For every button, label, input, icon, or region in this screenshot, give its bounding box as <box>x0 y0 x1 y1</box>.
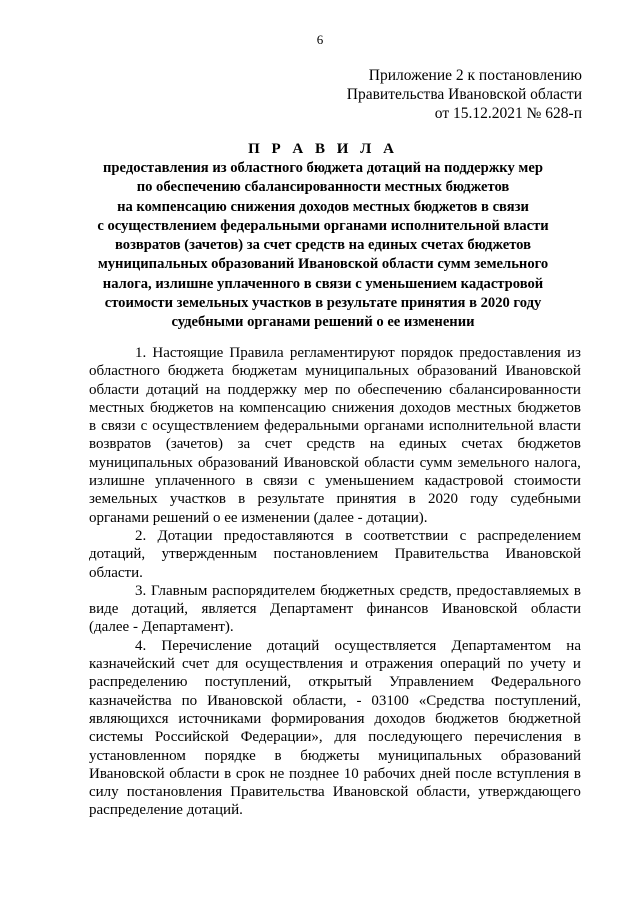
word: является <box>201 601 257 618</box>
word: Ивановской <box>89 765 165 782</box>
word: поддержку <box>227 381 298 398</box>
word: бюджеты <box>300 747 360 764</box>
word: дотаций, <box>131 601 189 618</box>
word: по <box>181 692 198 709</box>
word: области <box>89 381 140 398</box>
word: счетах <box>461 436 503 453</box>
word: Правила <box>229 345 284 361</box>
paragraph-line <box>89 472 581 490</box>
word: в <box>274 747 282 764</box>
word: силу <box>89 784 119 801</box>
word: поступлений, <box>204 674 292 691</box>
word: бюджетов <box>517 399 581 416</box>
paragraph-4 <box>89 637 581 820</box>
word: соответствии <box>363 527 449 544</box>
word: муниципальных <box>378 747 483 764</box>
word: в <box>89 418 97 435</box>
word: вступления <box>496 765 570 782</box>
word: бюджетной <box>508 710 581 727</box>
word: исполнительной <box>428 418 534 435</box>
word: порядок <box>400 345 454 361</box>
word: Ивановской <box>207 692 283 709</box>
word: с <box>308 473 315 490</box>
word: формирования <box>271 710 365 727</box>
paragraph-line <box>89 344 581 362</box>
word: регламентируют <box>289 345 395 361</box>
word: дотаций <box>266 637 320 654</box>
word: на <box>205 381 221 398</box>
word: виде <box>89 601 119 618</box>
word: и <box>350 656 359 673</box>
word: федеральными <box>264 418 359 435</box>
paragraph-line <box>89 600 581 618</box>
paragraph-line <box>89 490 581 508</box>
word: компенсацию <box>239 399 327 416</box>
paragraph-line <box>89 435 581 453</box>
word: результате <box>257 491 325 508</box>
word: 1. <box>135 345 147 361</box>
word: в <box>573 765 581 782</box>
word: участков <box>169 491 226 508</box>
paragraph-line <box>89 728 581 746</box>
paragraph-line <box>89 582 581 600</box>
paragraph-line <box>89 637 581 655</box>
word: муниципальных <box>305 363 410 380</box>
appendix-line: от 15.12.2021 № 628-п <box>434 105 582 122</box>
paragraph-line <box>89 655 581 673</box>
word: на <box>369 436 385 453</box>
word: поступлений, <box>494 692 581 709</box>
word: Департаментом <box>451 637 552 654</box>
subtitle-line: судебными органами решений о ее изменении <box>171 314 475 331</box>
word: области, <box>292 692 347 709</box>
word: предоставляются <box>223 527 334 544</box>
word: в <box>408 491 416 508</box>
word: Ивановской <box>505 363 581 380</box>
paragraph-2 <box>89 527 581 582</box>
word: счет <box>182 656 210 673</box>
appendix-line: Приложение 2 к постановлению <box>368 67 582 84</box>
paragraph-line <box>89 399 581 417</box>
word: связи <box>263 473 298 490</box>
paragraph-line <box>89 527 581 545</box>
word: - <box>356 692 362 709</box>
paragraph-line <box>89 454 581 472</box>
word: сумм <box>419 454 453 471</box>
word: власти <box>538 418 581 435</box>
word: области <box>364 454 415 471</box>
word: постановлением <box>273 546 379 563</box>
document-heading <box>88 140 558 333</box>
word: отражения <box>365 656 434 673</box>
word: осуществления <box>245 656 343 673</box>
word: и <box>572 656 581 673</box>
subtitle-line: на компенсацию снижения доходов местных бюджетов в связи <box>117 198 529 215</box>
document-body <box>89 344 581 820</box>
word: излишне <box>89 473 145 490</box>
word: бюджета <box>167 363 224 380</box>
word: операций <box>440 656 501 673</box>
word: Дотации <box>157 527 213 544</box>
word: из <box>567 345 581 361</box>
word: бюджетов <box>517 436 581 453</box>
word: перечисления <box>474 729 563 746</box>
subtitle-line: возвратов (зачетов) за счет средств на единых счетах бюджетов <box>114 237 531 254</box>
word: доходов <box>399 399 451 416</box>
word: системы <box>89 729 144 746</box>
word: мер <box>304 381 328 398</box>
word: принятия <box>336 491 397 508</box>
paragraph-line <box>89 545 581 563</box>
word: казначейства <box>89 692 172 709</box>
word: утвержденным <box>161 546 258 563</box>
word: распорядителем <box>212 582 316 599</box>
subtitle-line: по обеспечению сбалансированности местных бюджетов <box>136 179 510 196</box>
word: дотаций, <box>89 546 146 563</box>
word: последующего <box>368 729 463 746</box>
word: источниками <box>178 710 262 727</box>
paragraph-line <box>89 710 581 728</box>
word: казначейский <box>89 656 175 673</box>
word: областного <box>89 363 160 380</box>
word: осуществлением <box>152 418 260 435</box>
word: Главным <box>150 582 208 599</box>
paragraph-line <box>89 417 581 435</box>
word: бюджетов <box>435 710 499 727</box>
word: бюджетов <box>149 399 214 416</box>
word: финансов <box>366 601 429 618</box>
word: Департамент <box>270 601 354 618</box>
word: на <box>219 399 234 416</box>
word: связи <box>101 418 136 435</box>
word: земельного <box>457 454 530 471</box>
word: «Средства <box>418 692 485 709</box>
paragraph-line <box>89 783 581 801</box>
word: сбалансированности <box>449 381 581 398</box>
word: муниципальных <box>89 454 193 471</box>
word: 10 <box>343 765 359 782</box>
word: по <box>334 381 351 398</box>
word: являющихся <box>89 710 169 727</box>
word: снижения <box>331 399 395 416</box>
word: с <box>459 527 467 544</box>
word: образований <box>500 747 581 764</box>
word: Федерации», <box>240 729 323 746</box>
word: стоимости <box>513 473 581 490</box>
word: области, <box>416 784 471 801</box>
word: Ивановской <box>283 454 360 471</box>
word: 2. <box>135 527 147 544</box>
subtitle-line: муниципальных образований Ивановской области сумм земельного <box>97 256 549 273</box>
paragraph-line: органами решений о ее изменении (далее - дотации). <box>89 509 428 526</box>
word: учету <box>530 656 566 673</box>
word: в <box>238 491 246 508</box>
word: году <box>470 491 499 508</box>
appendix-reference <box>347 66 582 123</box>
paragraph-line: распределение дотаций. <box>89 802 243 819</box>
document-subtitle <box>88 159 558 333</box>
word: постановления <box>126 784 223 801</box>
paragraph-line: (далее - Департамент). <box>89 619 234 636</box>
word: области <box>169 765 220 782</box>
word: счет <box>264 436 292 453</box>
word: единых <box>399 436 447 453</box>
paragraph-3 <box>89 582 581 637</box>
word: средств, <box>399 582 452 599</box>
word: в <box>245 473 253 490</box>
word: 4. <box>135 637 147 654</box>
word: утверждающего <box>478 784 581 801</box>
paragraph-line <box>89 747 581 765</box>
word: Правительства <box>394 546 489 563</box>
paragraph-line <box>89 381 581 399</box>
word: Перечисление <box>161 637 252 654</box>
word: Ивановской <box>332 784 409 801</box>
word: на <box>566 637 581 654</box>
word: бюджетных <box>320 582 395 599</box>
word: 3. <box>135 582 147 599</box>
word: образований <box>198 454 279 471</box>
paragraph-line <box>89 692 581 710</box>
word: местных <box>89 399 145 416</box>
word: распределению <box>89 674 188 691</box>
word: в <box>573 729 581 746</box>
paragraph-line <box>89 362 581 380</box>
word: после <box>455 765 492 782</box>
word: распределением <box>477 527 581 544</box>
word: по <box>507 656 524 673</box>
word: осуществляется <box>334 637 437 654</box>
word: области <box>530 601 581 618</box>
word: срок <box>235 765 265 782</box>
word: земельных <box>89 491 158 508</box>
word: (зачетов) <box>165 436 223 453</box>
paragraph-1 <box>89 344 581 527</box>
word: местных <box>456 399 512 416</box>
word: для <box>334 729 357 746</box>
word: за <box>237 436 251 453</box>
subtitle-line: налога, излишне уплаченного в связи с уменьшением кадастровой <box>102 275 544 292</box>
word: средств <box>306 436 356 453</box>
word: налога, <box>534 454 581 471</box>
word: возвратов <box>89 436 152 453</box>
word: предоставления <box>459 345 561 361</box>
word: дотаций <box>146 381 199 398</box>
page-number: 6 <box>316 32 324 47</box>
word: уменьшением <box>325 473 414 490</box>
word: обеспечению <box>357 381 442 398</box>
subtitle-line: стоимости земельных участков в результате принятия в 2020 году <box>104 295 542 312</box>
word: для <box>216 656 239 673</box>
word: бюджетам <box>231 363 298 380</box>
word: Управлением <box>388 674 474 691</box>
word: Российской <box>154 729 229 746</box>
subtitle-line: с осуществлением федеральными органами исполнительной власти <box>97 217 549 234</box>
word: порядке <box>204 747 256 764</box>
word: предоставляемых <box>456 582 570 599</box>
word: в <box>573 582 581 599</box>
word: органами <box>363 418 424 435</box>
word: Правительства <box>230 784 325 801</box>
word: образований <box>417 363 498 380</box>
word: Ивановской <box>505 546 581 563</box>
word: в <box>345 527 353 544</box>
word: открытый <box>308 674 372 691</box>
word: в <box>224 765 232 782</box>
subtitle-line: предоставления из областного бюджета дотаций на поддержку мер <box>103 160 543 176</box>
paragraph-line: области. <box>89 564 143 581</box>
word: рабочих <box>363 765 416 782</box>
word: дней <box>420 765 451 782</box>
word: Настоящие <box>152 345 224 361</box>
word: 03100 <box>371 692 409 709</box>
paragraph-line <box>89 673 581 691</box>
word: Ивановской <box>441 601 518 618</box>
word: уплаченного <box>155 473 236 490</box>
word: не <box>269 765 285 782</box>
word: позднее <box>288 765 340 782</box>
word: судебными <box>510 491 581 508</box>
word: кадастровой <box>424 473 504 490</box>
word: с <box>140 418 148 435</box>
word: 2020 <box>427 491 458 508</box>
document-title: П Р А В И Л А <box>248 141 398 157</box>
word: доходов <box>374 710 426 727</box>
paragraph-line <box>89 765 581 783</box>
word: Федерального <box>490 674 581 691</box>
appendix-line: Правительства Ивановской области <box>346 86 582 103</box>
word: установленном <box>89 747 186 764</box>
